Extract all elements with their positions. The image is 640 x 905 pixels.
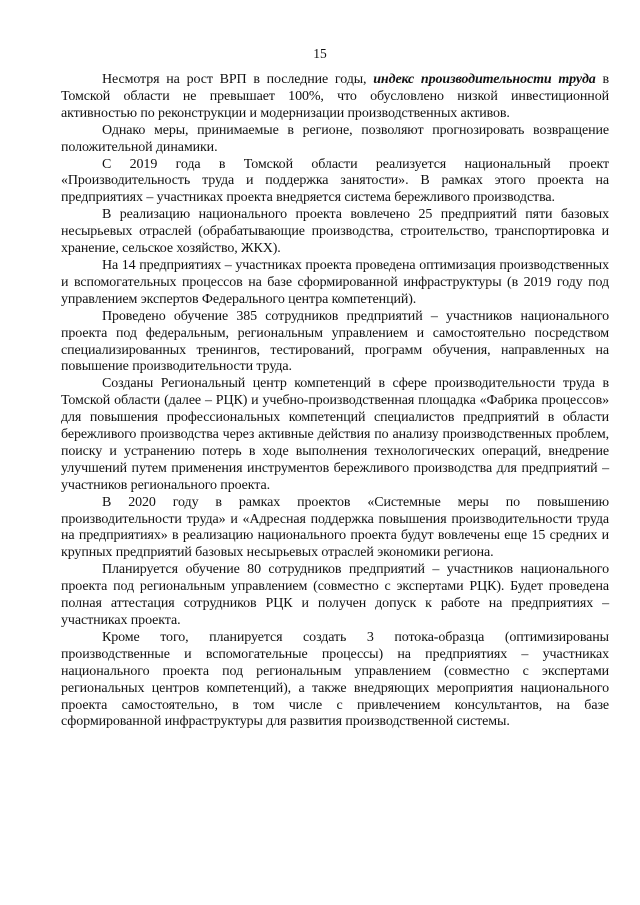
paragraph-sample-streams: Кроме того, планируется создать 3 потока-образца (оптимизированы производственные и вспомогательные процессы) на предприятиях – участниках национального проекта под региональным управлением (совместно с экспертами региональных центров компетенций), а также внедряющих мероприятия национального проекта самостоятельно, в том числе с привлечением консультантов, на базе сформированной инфраструктуры для развития производственной системы.: [61, 629, 609, 730]
emphasized-term: индекс производительности труда: [373, 72, 596, 87]
paragraph-2020-projects: В 2020 году в рамках проектов «Системные меры по повышению производительности труда» и «Адресная поддержка повышения производительности труда на предприятиях» в реализацию национального проекта будут вовлечены еще 15 средних и крупных предприятий базовых несырьевых отраслей экономики региона.: [61, 494, 609, 561]
paragraph-text: Несмотря на рост ВРП в последние годы,: [102, 72, 374, 87]
paragraph-planned-training: Планируется обучение 80 сотрудников предприятий – участников национального проекта под региональным управлением (совместно с экспертами РЦК). Будет проведена полная аттестация сотрудников РЦК и получен допуск к работе на предприятиях – участниках проекта.: [61, 562, 609, 628]
paragraph-productivity-index: [61, 72, 609, 123]
document-body: [61, 72, 609, 731]
paragraph-process-optimization: На 14 предприятиях – участниках проекта проведена оптимизация производственных и вспомогательных процессов на базе сформированной инфраструктуры (в 2019 году под управлением экспертов Федерального центра компетенций).: [61, 257, 609, 307]
paragraph-national-project: С 2019 года в Томской области реализуется национальный проект «Производительность труда и поддержка занятости». В рамках этого проекта на предприятиях – участниках проекта внедряется система бережливого производства.: [61, 156, 609, 206]
paragraph-text: в Томской области не превышает 100%, что обусловлено низкой инвестиционной активностью по реконструкции и модернизации производственных активов.: [61, 72, 609, 121]
paragraph-positive-dynamics: Однако меры, принимаемые в регионе, позволяют прогнозировать возвращение положительной динамики.: [61, 122, 609, 155]
paragraph-enterprises-involved: В реализацию национального проекта вовлечено 25 предприятий пяти базовых несырьевых отраслей (обрабатывающие производства, строительство, транспортировка и хранение, сельское хозяйство, ЖКХ).: [61, 207, 609, 257]
page-number: 15: [313, 46, 327, 61]
paragraph-staff-training: Проведено обучение 385 сотрудников предприятий – участников национального проекта под федеральным, региональным управлением и самостоятельно посредством специализированных тренингов, тестирований, программ обучения, направленных на повышение производительности труда.: [61, 308, 609, 375]
paragraph-competence-center: Созданы Региональный центр компетенций в сфере производительности труда в Томской области (далее – РЦК) и учебно-производственная площадка «Фабрика процессов» для повышения профессиональных компетенций специалистов предприятий в области бережливого производства через активные действия по анализу производственных проблем, поиску и устранению потерь в ходе выполнения технологических операций, внедрение улучшений путем применения инструментов бережливого производства для предприятий – участников регионального проекта.: [61, 376, 609, 493]
